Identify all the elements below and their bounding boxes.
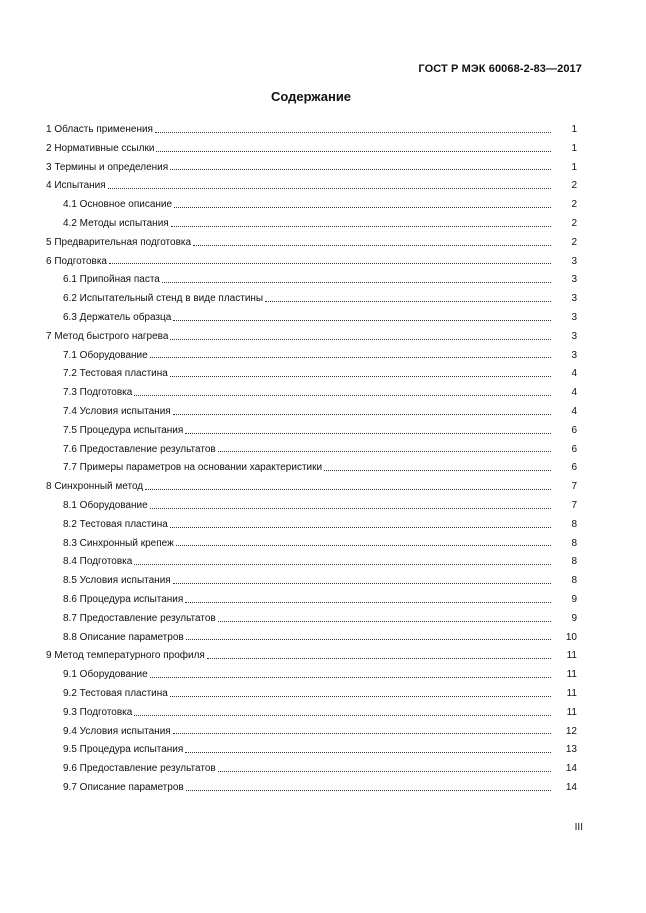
page-title: Содержание — [270, 89, 352, 104]
dot-leader — [324, 469, 551, 471]
toc-entry-page: 11 — [566, 687, 577, 699]
dot-leader — [145, 488, 551, 490]
toc-entry-page: 12 — [565, 725, 577, 737]
toc-entry-page: 1 — [571, 142, 577, 154]
toc-entry-label: 7.5 Процедура испытания — [63, 424, 184, 436]
toc-entry[interactable] — [46, 516, 577, 535]
dot-leader — [134, 714, 551, 716]
dot-leader — [170, 168, 551, 170]
toc-entry[interactable] — [46, 271, 577, 290]
toc-entry-label: 8.8 Описание параметров — [63, 631, 184, 643]
toc-entry-label: 9.7 Описание параметров — [63, 781, 184, 793]
toc-entry[interactable] — [46, 741, 577, 760]
toc-entry-label: 7.4 Условия испытания — [63, 405, 171, 417]
toc-entry[interactable] — [46, 441, 577, 460]
toc-entry-label: 4.2 Методы испытания — [63, 217, 169, 229]
toc-entry[interactable] — [46, 196, 577, 215]
toc-entry-label: 8.6 Процедура испытания — [63, 593, 184, 605]
dot-leader — [162, 281, 551, 283]
dot-leader — [174, 206, 551, 208]
toc-entry-label: 6.2 Испытательный стенд в виде пластины — [63, 293, 264, 305]
toc-entry-page: 8 — [571, 537, 577, 549]
toc-entry-label: 8 Синхронный метод — [46, 481, 144, 493]
toc-entry[interactable] — [46, 591, 577, 610]
toc-entry-label: 4 Испытания — [46, 180, 106, 192]
toc-entry[interactable] — [46, 723, 577, 742]
toc-entry-page: 1 — [571, 161, 577, 173]
toc-entry[interactable] — [46, 140, 577, 159]
toc-entry[interactable] — [46, 328, 577, 347]
toc-entry-page: 4 — [571, 368, 577, 380]
toc-entry-page: 1 — [571, 124, 577, 135]
toc-entry-label: 4.1 Основное описание — [63, 199, 173, 211]
toc-entry-label: 8.2 Тестовая пластина — [63, 518, 168, 530]
dot-leader — [185, 601, 551, 603]
toc-entry[interactable] — [46, 384, 577, 403]
toc-entry-page: 11 — [566, 650, 577, 662]
dot-leader — [150, 507, 551, 509]
toc-entry[interactable] — [46, 159, 577, 178]
dot-leader — [170, 526, 551, 528]
dot-leader — [134, 563, 551, 565]
toc-entry[interactable] — [46, 553, 577, 572]
dot-leader — [185, 432, 551, 434]
dot-leader — [109, 262, 551, 264]
dot-leader — [186, 638, 551, 640]
toc-entry[interactable] — [46, 478, 577, 497]
toc-entry-page: 2 — [571, 236, 577, 248]
toc-entry-label: 7.3 Подготовка — [63, 387, 133, 399]
table-of-contents — [46, 121, 577, 798]
toc-entry-page: 8 — [571, 575, 577, 587]
toc-entry-label: 9 Метод температурного профиля — [46, 650, 205, 662]
toc-entry-page: 2 — [571, 199, 577, 211]
toc-entry-label: 1 Область применения — [46, 124, 153, 135]
toc-entry-page: 2 — [571, 180, 577, 192]
toc-entry-page: 3 — [571, 349, 577, 361]
dot-leader — [173, 413, 551, 415]
toc-entry[interactable] — [46, 647, 577, 666]
dot-leader — [150, 356, 551, 358]
dot-leader — [265, 300, 551, 302]
toc-entry-label: 8.7 Предоставление результатов — [63, 612, 216, 624]
toc-entry[interactable] — [46, 422, 577, 441]
toc-entry-label: 6.3 Держатель образца — [63, 311, 172, 323]
toc-entry-label: 8.5 Условия испытания — [63, 575, 171, 587]
toc-entry-label: 9.4 Условия испытания — [63, 725, 171, 737]
toc-entry[interactable] — [46, 215, 577, 234]
toc-entry-page: 14 — [565, 763, 577, 775]
toc-entry-page: 3 — [571, 274, 577, 286]
toc-entry-page: 3 — [571, 255, 577, 267]
dot-leader — [218, 620, 551, 622]
toc-entry[interactable] — [46, 290, 577, 309]
toc-entry-label: 9.2 Тестовая пластина — [63, 687, 168, 699]
toc-entry[interactable] — [46, 779, 577, 798]
toc-entry-label: 7.1 Оборудование — [63, 349, 148, 361]
toc-entry-label: 7 Метод быстрого нагрева — [46, 330, 169, 342]
toc-entry-label: 9.1 Оборудование — [63, 669, 148, 681]
dot-leader — [155, 131, 551, 133]
toc-entry-label: 8.3 Синхронный крепеж — [63, 537, 174, 549]
toc-entry-label: 6.1 Припойная паста — [63, 274, 160, 286]
dot-leader — [185, 751, 551, 753]
toc-entry[interactable] — [46, 497, 577, 516]
toc-entry-label: 3 Термины и определения — [46, 161, 169, 173]
dot-leader — [156, 150, 551, 152]
toc-entry-label: 7.6 Предоставление результатов — [63, 443, 216, 455]
toc-entry-page: 11 — [566, 669, 577, 681]
dot-leader — [207, 657, 551, 659]
toc-entry[interactable] — [46, 403, 577, 422]
toc-entry-page: 8 — [571, 518, 577, 530]
dot-leader — [176, 544, 551, 546]
toc-entry-page: 3 — [571, 330, 577, 342]
toc-entry-page: 4 — [571, 387, 577, 399]
dot-leader — [170, 695, 551, 697]
toc-entry[interactable] — [46, 347, 577, 366]
toc-entry-page: 14 — [565, 781, 577, 793]
toc-entry[interactable] — [46, 685, 577, 704]
toc-entry-page: 3 — [571, 293, 577, 305]
toc-entry[interactable] — [46, 610, 577, 629]
toc-entry-page: 6 — [571, 424, 577, 436]
toc-entry-label: 5 Предварительная подготовка — [46, 236, 192, 248]
toc-entry-page: 3 — [571, 311, 577, 323]
toc-entry[interactable] — [46, 253, 577, 272]
page-number: III — [574, 822, 583, 833]
dot-leader — [218, 450, 551, 452]
toc-entry-label: 9.5 Процедура испытания — [63, 744, 184, 756]
toc-entry-page: 4 — [571, 405, 577, 417]
toc-entry[interactable] — [46, 309, 577, 328]
toc-entry-label: 2 Нормативные ссылки — [46, 142, 155, 154]
toc-entry[interactable] — [46, 535, 577, 554]
toc-entry-page: 6 — [571, 443, 577, 455]
toc-entry-label: 8.4 Подготовка — [63, 556, 133, 568]
toc-entry-page: 6 — [571, 462, 577, 474]
toc-entry-label: 9.6 Предоставление результатов — [63, 763, 216, 775]
toc-entry-label: 6 Подготовка — [46, 255, 107, 267]
toc-entry-label: 7.7 Примеры параметров на основании характеристики — [63, 462, 323, 474]
toc-entry[interactable] — [46, 459, 577, 478]
toc-entry[interactable] — [46, 177, 577, 196]
toc-entry[interactable] — [46, 234, 577, 253]
dot-leader — [171, 225, 551, 227]
dot-leader — [170, 338, 551, 340]
dot-leader — [150, 676, 551, 678]
dot-leader — [218, 770, 551, 772]
dot-leader — [173, 732, 551, 734]
document-code: ГОСТ Р МЭК 60068-2-83—2017 — [418, 63, 582, 75]
toc-entry[interactable] — [46, 666, 577, 685]
dot-leader — [170, 375, 551, 377]
toc-entry-page: 7 — [571, 499, 577, 511]
dot-leader — [173, 582, 551, 584]
toc-entry[interactable] — [46, 365, 577, 384]
toc-entry-page: 9 — [571, 612, 577, 624]
toc-entry-page: 9 — [571, 593, 577, 605]
toc-entry-label: 8.1 Оборудование — [63, 499, 148, 511]
dot-leader — [134, 394, 551, 396]
toc-entry[interactable] — [46, 629, 577, 648]
toc-entry-page: 11 — [566, 706, 577, 718]
dot-leader — [193, 244, 551, 246]
toc-entry-label: 7.2 Тестовая пластина — [63, 368, 168, 380]
toc-entry-page: 10 — [565, 631, 577, 643]
toc-entry-page: 8 — [571, 556, 577, 568]
toc-entry-page: 2 — [571, 217, 577, 229]
toc-entry-page: 7 — [571, 481, 577, 493]
toc-entry[interactable] — [46, 572, 577, 591]
dot-leader — [186, 789, 551, 791]
toc-entry-label: 9.3 Подготовка — [63, 706, 133, 718]
toc-entry[interactable] — [46, 760, 577, 779]
dot-leader — [108, 187, 551, 189]
toc-entry[interactable] — [46, 704, 577, 723]
toc-entry-page: 13 — [565, 744, 577, 756]
dot-leader — [173, 319, 551, 321]
toc-entry[interactable] — [46, 121, 577, 140]
